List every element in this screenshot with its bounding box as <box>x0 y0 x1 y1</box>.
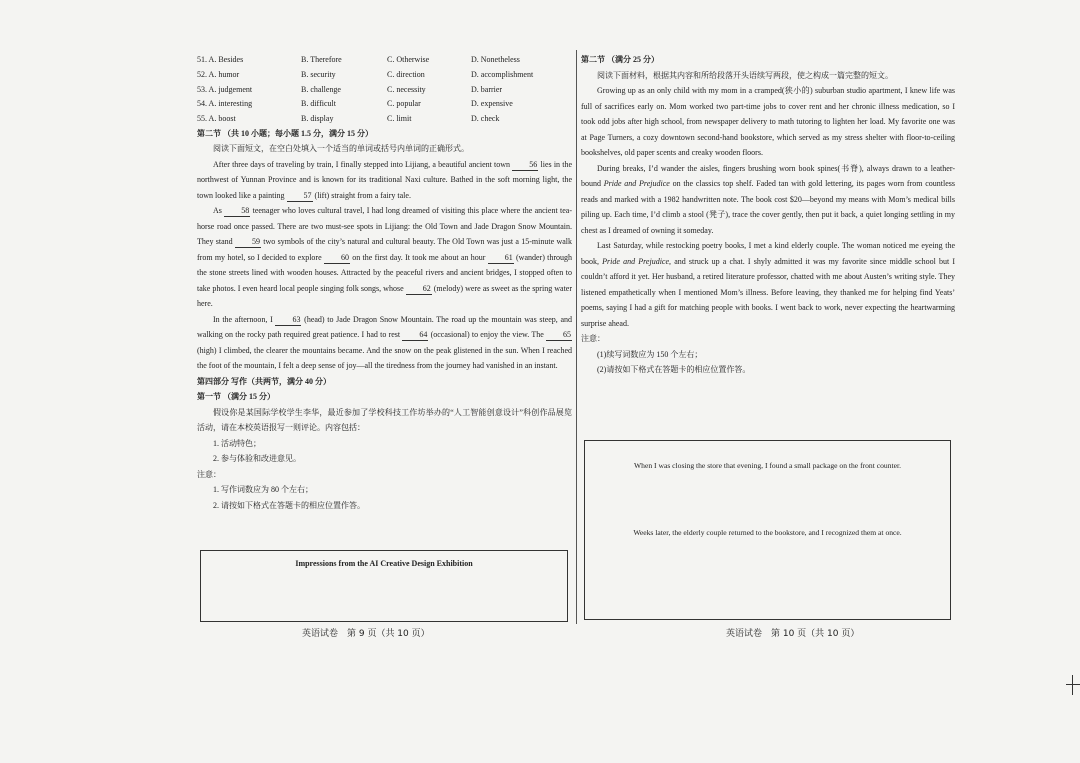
blank-58: 58 <box>224 206 250 217</box>
blank-62: 62 <box>406 284 432 295</box>
note-item: 2. 请按如下格式在答题卡的相应位置作答。 <box>213 500 365 510</box>
note-item: 1. 写作词数应为 80 个左右； <box>213 485 313 495</box>
option-b: B. difficult <box>301 99 336 109</box>
page-footer-left: 英语试卷 第 9 页（共 10 页） <box>302 629 430 639</box>
section-heading: 第二节 （满分 25 分） <box>581 55 659 64</box>
passage-paragraph <box>197 203 572 312</box>
instruction: 阅读下面短文，在空白处填入一个适当的单词或括号内单词的正确形式。 <box>213 144 469 154</box>
passage-text: on the first day. It took me about an hour <box>352 252 486 262</box>
passage-text: (lift) straight from a fairy tale. <box>314 190 411 200</box>
passage-text: , and struck up a chat. I shyly admitted it was my favorite since middle school but I couldn’t afford it yet. Her husband, a retired literature professor, chatted with me about Austen’s writing style. They listened empathetically when I mentioned Mom’s illness. Before leaving, they thanked me for helping find Yeats’ poems, saying I had a gift for matching people with books. I went back to work, never expecting the heartwarming surprise ahead. <box>581 256 956 328</box>
passage-paragraph <box>197 312 572 374</box>
page-divider <box>576 50 577 624</box>
option-d: D. check <box>471 114 500 124</box>
book-title: Pride and Prejudice <box>603 179 670 188</box>
section-heading: 第一节 （满分 15 分） <box>197 392 275 402</box>
blank-63: 63 <box>275 315 301 326</box>
essay-title: Impressions from the AI Creative Design Exhibition <box>295 559 473 568</box>
continuation-opening-1: When I was closing the store that evening, I found a small package on the front counter. <box>634 461 901 470</box>
blank-59: 59 <box>235 237 261 248</box>
option-b: B. challenge <box>301 84 341 94</box>
option-d: D. Nonetheless <box>471 55 520 64</box>
content-item: 2. 参与体验和改进意见。 <box>213 454 301 464</box>
part-heading: 第四部分 写作（共两节，满分 40 分） <box>197 376 331 386</box>
option-d: D. expensive <box>471 99 513 109</box>
option-c: C. limit <box>387 114 412 124</box>
passage-text: (occasional) to enjoy the view. The <box>430 330 544 340</box>
passage-text: on the classics top shelf. Faded tan with gold lettering, its pages worn from countless reads and marked with a 1982 handwritten note. The book cost $20—beyond my means with Mom’s medical bills piling up. Each time, I’d climb a stool (凳子), trace the cover gently, then put it back, a quiet longing settling in my chest as I dreamed of owning it someday. <box>581 179 956 235</box>
passage-text: (head) to Jade Dragon Snow Mountain. The road up the mountain was steep, and walking on the rocky path required great patience. I had to rest <box>197 314 573 340</box>
instruction: 阅读下面材料，根据其内容和所给段落开头语续写两段，使之构成一篇完整的短文。 <box>597 70 893 80</box>
content-item: 1. 活动特色； <box>213 438 261 448</box>
option-c: C. necessity <box>387 84 426 94</box>
passage-text: As <box>213 206 222 216</box>
option-row <box>197 52 572 67</box>
blank-57: 57 <box>287 191 313 202</box>
option-b: B. Therefore <box>301 55 342 64</box>
option-d: D. accomplishment <box>471 69 534 79</box>
blank-60: 60 <box>324 253 350 264</box>
answer-box-left <box>200 550 568 622</box>
passage-text: In the afternoon, I <box>213 314 273 324</box>
page-footer-right: 英语试卷 第 10 页（共 10 页） <box>726 629 860 639</box>
blank-64: 64 <box>402 330 428 341</box>
option-row <box>197 96 572 111</box>
option-row <box>197 82 572 97</box>
blank-61: 61 <box>488 253 514 264</box>
book-title: Pride and Prejudice <box>602 256 670 266</box>
passage-text: teenager who loves cultural travel, I had long dreamed of visiting this place where the ancient tea-horse road once passed. There are two must-see spots in Lijiang: the Old Town and Jade Dragon Snow Mountain. They stand <box>197 206 573 247</box>
option-a: 53. A. judgement <box>197 84 253 94</box>
blank-65: 65 <box>546 330 572 341</box>
note-label: 注意： <box>197 469 221 479</box>
option-row <box>197 67 572 82</box>
note-label: 注意： <box>581 334 605 343</box>
answer-box-right <box>584 440 951 620</box>
option-a: 52. A. humor <box>197 69 240 79</box>
option-row <box>197 111 572 126</box>
option-a: 54. A. interesting <box>197 99 253 109</box>
passage-text: (high) I climbed, the clearer the mountains became. And the snow on the peak glistened in the sun. When I reached the foot of the mountain, I felt a deep sense of joy—all the tiredness from the journey had vanished in an instant. <box>197 345 572 371</box>
passage-paragraph: Growing up as an only child with my mom in a cramped(狭小的) suburban studio apartment, I knew life was full of sacrifices early on. Mom worked two part-time jobs to cover rent and her chronic illness medication, so I took odd jobs after high school, from newspaper delivery to math tutoring to lighten her load. My favorite one was at Page Turners, a cozy downtown second-hand bookstore, which served as my stress shelter with floor-to-ceiling bookshelves, old paper scents and creaky wooden floors. <box>581 86 955 157</box>
option-list <box>197 52 572 126</box>
passage-paragraph <box>581 161 955 239</box>
passage-text: (melody) were as sweet as the spring water here. <box>197 283 573 309</box>
option-c: C. Otherwise <box>387 55 430 64</box>
option-d: D. barrier <box>471 84 503 94</box>
left-page <box>197 52 572 513</box>
option-b: B. security <box>301 69 336 79</box>
passage-paragraph <box>581 238 955 331</box>
passage-text: (wander) through the stone streets lined with wooden houses. Attracted by the peaceful rivers and ancient bridges, I stopped often to take photos. I even heard local people singing folk songs, whose <box>197 252 573 293</box>
option-c: C. popular <box>387 99 421 109</box>
right-page <box>581 52 955 378</box>
blank-56: 56 <box>512 160 538 171</box>
passage-text: lies in the northwest of Yunnan Province and is known for its traditional Naxi culture. Bathed in the soft morning light, the town looked like a painting <box>197 159 573 200</box>
passage-text: After three days of traveling by train, I finally stepped into Lijiang, a beautiful ancient town <box>213 159 511 169</box>
note-item: (1)续写词数应为 150 个左右； <box>597 349 703 359</box>
note-item: (2)请按如下格式在答题卡的相应位置作答。 <box>597 365 751 374</box>
passage-paragraph <box>197 157 572 204</box>
option-a: 51. A. Besides <box>197 55 244 64</box>
instruction: 假设你是某国际学校学生李华，最近参加了学校科技工作坊举办的“人工智能创意设计”科创作品展览活动，请在本校英语报写一则评论。内容包括： <box>197 407 572 433</box>
section-heading: 第二节 （共 10 小题；每小题 1.5 分，满分 15 分） <box>197 128 373 138</box>
passage-text: During breaks, I’d wander the aisles, fingers brushing worn book spines(书脊), always drawn to a leather-bound <box>581 163 955 188</box>
continuation-opening-2: Weeks later, the elderly couple returned to the bookstore, and I recognized them at once. <box>633 528 902 537</box>
registration-mark <box>1066 675 1080 695</box>
passage-text: Last Saturday, while restocking poetry books, I met a kind elderly couple. The woman noticed me eyeing the book, <box>581 241 955 266</box>
option-c: C. direction <box>387 69 425 79</box>
option-b: B. display <box>301 114 334 124</box>
option-a: 55. A. boost <box>197 114 236 124</box>
passage-text: two symbols of the city’s natural and cultural beauty. The Old Town was just a 15-minute walk from my hotel, so I decided to explore <box>197 237 573 262</box>
